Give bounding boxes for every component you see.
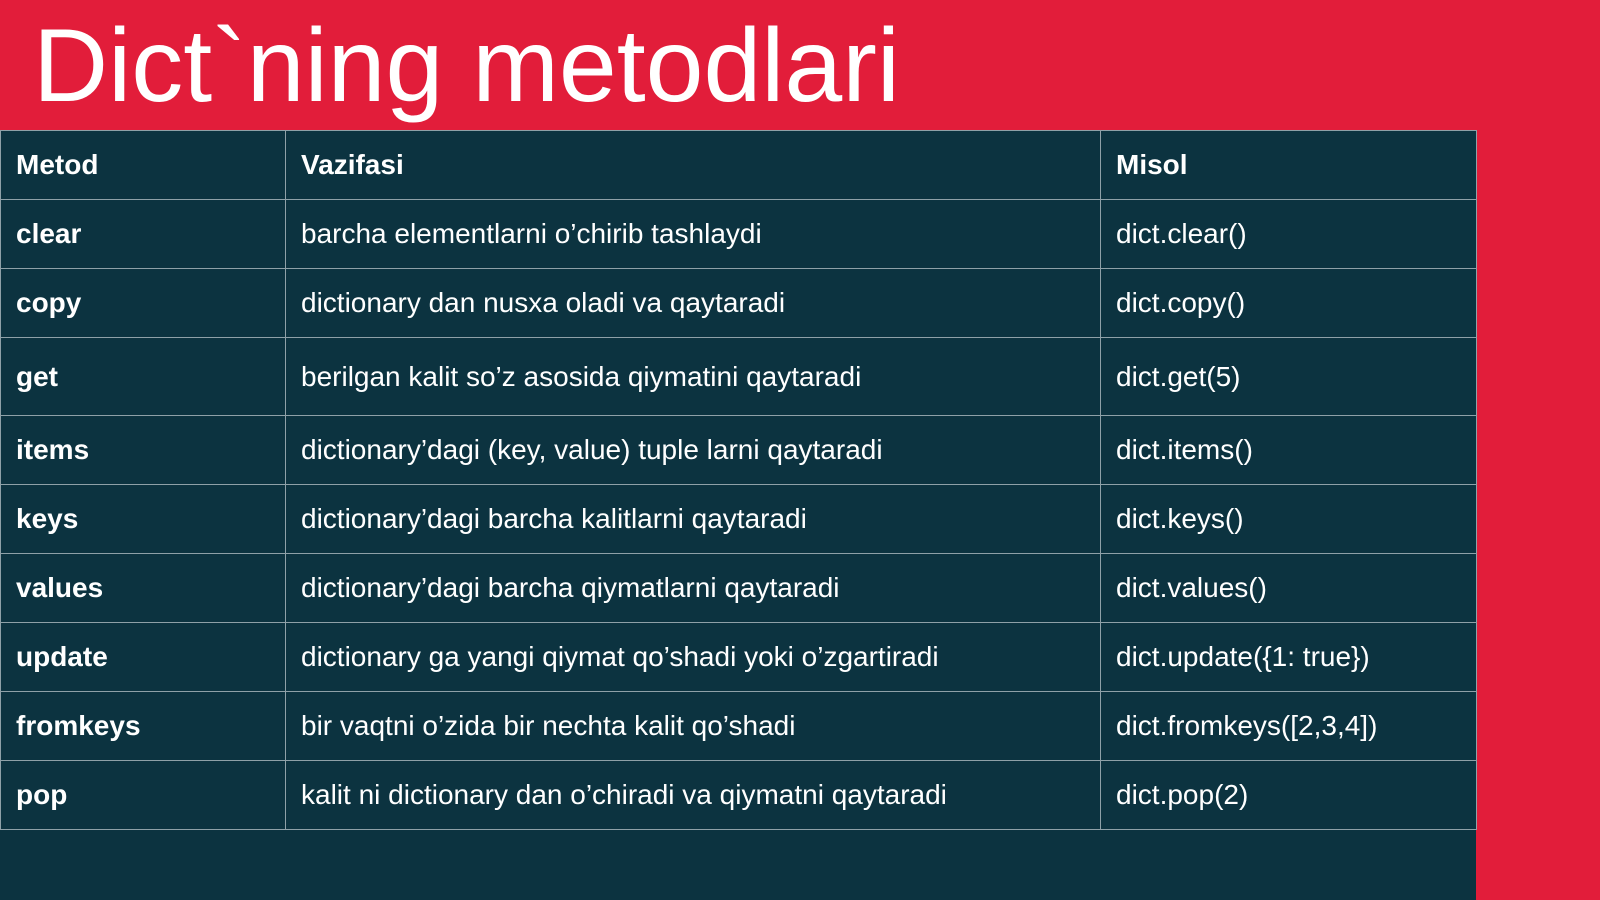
table-row — [1, 623, 1477, 692]
method-name: values — [1, 554, 286, 623]
method-description: bir vaqtni o’zida bir nechta kalit qo’shadi — [286, 692, 1101, 761]
table-row — [1, 761, 1477, 830]
method-name: pop — [1, 761, 286, 830]
methods-table — [0, 130, 1477, 830]
method-description: dictionary’dagi (key, value) tuple larni qaytaradi — [286, 416, 1101, 485]
method-name: update — [1, 623, 286, 692]
method-name: get — [1, 338, 286, 416]
method-example: dict.keys() — [1101, 485, 1477, 554]
method-description: kalit ni dictionary dan o’chiradi va qiymatni qaytaradi — [286, 761, 1101, 830]
method-example: dict.clear() — [1101, 200, 1477, 269]
table-row — [1, 692, 1477, 761]
method-name: items — [1, 416, 286, 485]
table-header-row — [1, 131, 1477, 200]
method-name: fromkeys — [1, 692, 286, 761]
table-row — [1, 338, 1477, 416]
header-vazifasi: Vazifasi — [286, 131, 1101, 200]
method-name: clear — [1, 200, 286, 269]
table-panel — [0, 130, 1476, 900]
table-row — [1, 416, 1477, 485]
method-example: dict.items() — [1101, 416, 1477, 485]
method-example: dict.pop(2) — [1101, 761, 1477, 830]
method-example: dict.copy() — [1101, 269, 1477, 338]
method-example: dict.get(5) — [1101, 338, 1477, 416]
method-name: copy — [1, 269, 286, 338]
table-row — [1, 200, 1477, 269]
method-example: dict.values() — [1101, 554, 1477, 623]
table-row — [1, 485, 1477, 554]
method-description: dictionary dan nusxa oladi va qaytaradi — [286, 269, 1101, 338]
method-description: dictionary’dagi barcha qiymatlarni qaytaradi — [286, 554, 1101, 623]
header-misol: Misol — [1101, 131, 1477, 200]
method-example: dict.update({1: true}) — [1101, 623, 1477, 692]
method-example: dict.fromkeys([2,3,4]) — [1101, 692, 1477, 761]
method-description: dictionary’dagi barcha kalitlarni qaytaradi — [286, 485, 1101, 554]
slide-title: Dict`ning metodlari — [33, 8, 900, 124]
method-description: berilgan kalit so’z asosida qiymatini qaytaradi — [286, 338, 1101, 416]
method-name: keys — [1, 485, 286, 554]
header-metod: Metod — [1, 131, 286, 200]
table-row — [1, 269, 1477, 338]
table-row — [1, 554, 1477, 623]
method-description: dictionary ga yangi qiymat qo’shadi yoki o’zgartiradi — [286, 623, 1101, 692]
method-description: barcha elementlarni o’chirib tashlaydi — [286, 200, 1101, 269]
